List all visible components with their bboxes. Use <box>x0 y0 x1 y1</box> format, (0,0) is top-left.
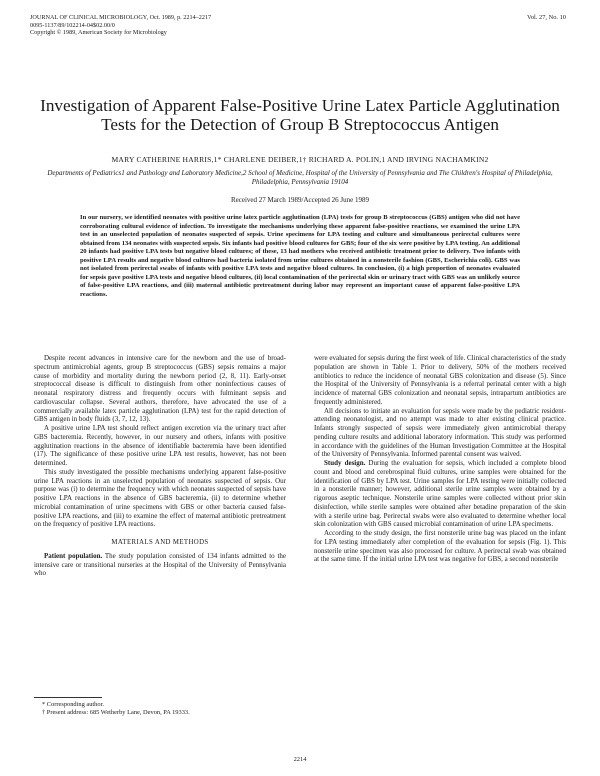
study-design-text: During the evaluation for sepsis, which included a complete blood count and blood and cerebrospinal fluid cultures, urine samples were obtained for the identification of GBS by LPA test. Urine samples for LPA testing were initially collected in a nonsterile manner; however, additional sterile urine samples were obtained by a rigorous aseptic technique. Nonsterile urine samples were collected without prior skin disinfection, while sterile samples were obtained after betadine preparation of the skin with a sterile urine bag. Perirectal swabs were also evaluated to determine whether local skin colonization with GBS caused microbial contamination of urine LPA specimens. <box>314 459 566 529</box>
intro-paragraph-3: This study investigated the possible mechanisms underlying apparent false-positive urine LPA reactions in an unselected population of neonates suspected of sepsis. Our purpose was (i) to determine the frequency with which neonates suspected of sepsis have positive LPA reactions in the absence of GBS bacteremia, (ii) to determine whether microbial contamination of urine specimens with GBS or other bacteria caused false-positive LPA reactions, and (iii) to examine the effect of maternal antibiotic pretreatment on the frequency of positive LPA reactions. <box>34 467 286 529</box>
footnote-corresponding: * Corresponding author. <box>42 701 104 708</box>
methods-heading: MATERIALS AND METHODS <box>111 539 209 546</box>
running-header <box>30 14 211 37</box>
abstract: In our nursery, we identified neonates with positive urine latex particle agglutination (LPA) tests for group B streptococcus (GBS) antigen who did not have corroborating cultural evidence of infection. To investigate the mechanisms underlying these apparent false-positive reactions, we examined the urine LPA test in an unselected population of neonates suspected of sepsis. Urine specimens for LPA testing and culture and simultaneous perirectal cultures were obtained from 134 neonates with suspected sepsis. Six infants had positive blood cultures for GBS; four of the six were positive by LPA testing. An additional 20 infants had positive LPA tests but negative blood cultures; of these, 13 had mothers who received antibiotic treatment prior to delivery. Two infants with positive LPA results and negative blood cultures had bacteria isolated from urine cultures obtained in a nonsterile fashion (GBS, Escherichia coli). GBS was not isolated from perirectal swabs of infants with positive LPA tests and negative blood cultures. In conclusion, (i) a high proportion of neonates evaluated for sepsis gave positive LPA tests and negative blood cultures, (ii) local contamination of the perirectal skin or urinary tract with GBS was an unlikely source of false-positive LPA reactions, and (iii) maternal antibiotic pretreatment during labor may represent an important cause of apparent false-positive LPA reactions. <box>80 214 520 298</box>
study-design-paragraph <box>314 459 566 529</box>
author-list: MARY CATHERINE HARRIS,1* CHARLENE DEIBER,1† RICHARD A. POLIN,1 AND IRVING NACHAMKIN2 <box>111 155 489 164</box>
intro-paragraph-1: Despite recent advances in intensive care for the newborn and the use of broad-spectrum antimicrobial agents, group B streptococcus (GBS) sepsis remains a major cause of morbidity and mortality during the newborn period (2, 8, 11). Early-onset streptococcal disease is difficult to distinguish from other noninfectious causes of neonatal respiratory distress and frequently occurs with fulminant sepsis and cardiovascular collapse. Several authors, therefore, have advocated the use of a commercially available latex particle agglutination (LPA) test for the rapid detection of GBS antigen in body fluids (3, 7, 12, 13). <box>34 354 286 424</box>
decisions-paragraph: All decisions to initiate an evaluation for sepsis were made by the pediatric resident-attending neonatologist, and no attempt was made to alter existing clinical practice. Infants strongly suspected of sepsis were immediately given antimicrobial therapy pending culture results and additional laboratory information. This study was performed in accordance with the guidelines of the Human Investigation Committee at the Hospital of the University of Pennsylvania. Informed parental consent was waived. <box>314 406 566 459</box>
patient-population-lead: Patient population. <box>44 551 103 560</box>
body-column-right <box>314 354 566 564</box>
study-design-lead: Study design. <box>324 459 366 467</box>
footnote-rule <box>34 697 102 698</box>
body-column-left <box>34 354 286 578</box>
continued-paragraph: were evaluated for sepsis during the first week of life. Clinical characteristics of the study population are shown in Table 1. Prior to delivery, 50% of the mothers received antibiotics to reduce the incidence of neonatal GBS colonization and disease (5). Since the Hospital of the University of Pennsylvania is a referral perinatal center with a high incidence of maternal GBS colonization and neonatal sepsis, intrapartum antibiotics are frequently administered. <box>314 354 566 406</box>
copyright-line: Copyright © 1989, American Society for Microbiology <box>30 29 167 37</box>
page-number: 2214 <box>293 756 307 763</box>
author-affiliations: Departments of Pediatrics1 and Pathology and Laboratory Medicine,2 School of Medicine, Hospital of the University of Pennsylvania and The Children's Hospital of Philadelphia, Philadelphia, Pennsylvania 19104 <box>47 169 553 186</box>
footnotes <box>34 697 286 717</box>
volume-number: Vol. 27, No. 10 <box>527 14 566 21</box>
procedure-paragraph: According to the study design, the first nonsterile urine bag was placed on the infant for LPA testing immediately after completion of the evaluation for sepsis (Fig. 1). This nonsterile urine specimen was also processed for culture. A perirectal swab was obtained at the same time. If the initial urine LPA test was negative for GBS, a second nonsterile <box>314 529 566 564</box>
issn-line: 0095-1137/89/102214-04$02.00/0 <box>30 21 115 29</box>
patient-population-paragraph <box>34 552 286 578</box>
footnote-address: † Present address: 685 Wetherby Lane, Devon, PA 19333. <box>42 709 190 716</box>
article-title: Investigation of Apparent False-Positive Urine Latex Particle Agglutination Tests for the Detection of Group B Streptococcus Antigen <box>40 96 560 134</box>
journal-citation: JOURNAL OF CLINICAL MICROBIOLOGY, Oct. 1989, p. 2214–2217 <box>30 14 212 21</box>
intro-paragraph-2: A positive urine LPA test should reflect antigen excretion via the urinary tract after GBS bacteremia. Recently, however, in our nursery and others, infants with positive agglutination reactions in the absence of identifiable bacteremia have been identified (17). The significance of these positive urine LPA test results, however, has not been determined. <box>34 424 286 467</box>
patient-population-text: The study population consisted of 134 infants admitted to the intensive care or transitional nurseries at the Hospital of the University of Pennsylvania who <box>34 551 286 578</box>
received-dates: Received 27 March 1989/Accepted 26 June 1989 <box>230 196 369 204</box>
